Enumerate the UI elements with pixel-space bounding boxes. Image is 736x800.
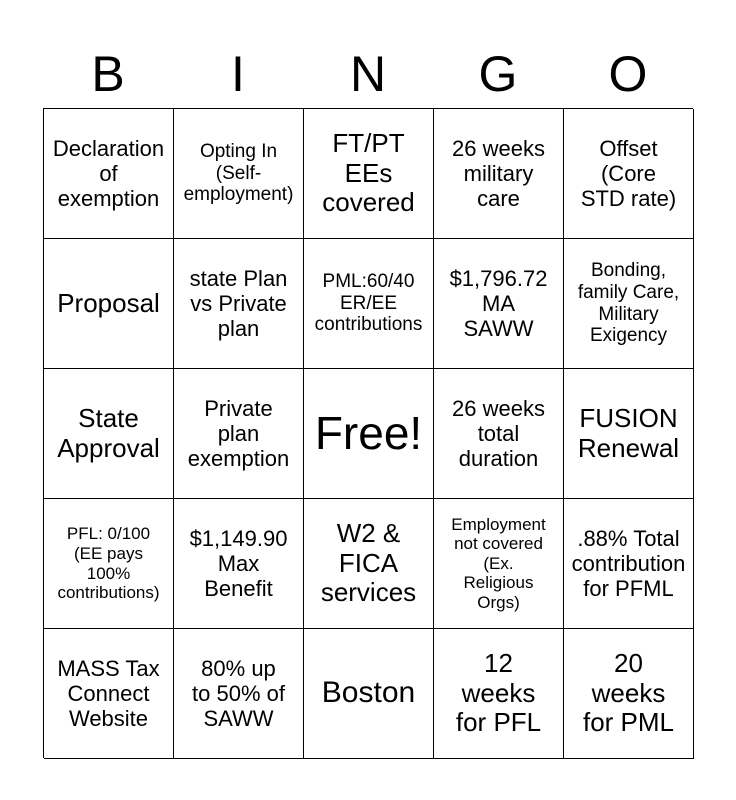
bingo-cell[interactable] bbox=[174, 109, 304, 239]
cell-text: PFL: 0/100 (EE pays 100% contributions) bbox=[57, 524, 160, 603]
header-letter-n: N bbox=[349, 46, 387, 102]
bingo-cell[interactable] bbox=[174, 629, 304, 759]
bingo-cell[interactable] bbox=[434, 239, 564, 369]
free-space-cell[interactable] bbox=[304, 369, 434, 499]
bingo-cell[interactable] bbox=[174, 369, 304, 499]
cell-text: 12 weeks for PFL bbox=[455, 647, 542, 738]
cell-text: state Plan vs Private plan bbox=[189, 265, 288, 342]
bingo-cell[interactable] bbox=[434, 629, 564, 759]
cell-text: Declaration of exemption bbox=[52, 135, 165, 212]
cell-text: State Approval bbox=[57, 402, 160, 463]
bingo-board bbox=[43, 108, 693, 758]
cell-text: MASS Tax Connect Website bbox=[57, 655, 160, 732]
bingo-cell[interactable] bbox=[174, 239, 304, 369]
header-letter-b: B bbox=[91, 46, 125, 102]
bingo-cell[interactable] bbox=[44, 369, 174, 499]
bingo-header bbox=[43, 40, 693, 108]
cell-text: 26 weeks total duration bbox=[452, 395, 545, 472]
cell-text: 26 weeks military care bbox=[452, 135, 545, 212]
bingo-cell[interactable] bbox=[44, 629, 174, 759]
bingo-cell[interactable] bbox=[564, 109, 694, 239]
bingo-cell[interactable] bbox=[304, 109, 434, 239]
cell-text: Boston bbox=[321, 676, 416, 710]
cell-text: $1,796.72 MA SAWW bbox=[449, 265, 548, 342]
cell-text: Bonding, family Care, Military Exigency bbox=[577, 259, 680, 347]
bingo-cell[interactable] bbox=[434, 499, 564, 629]
header-letter-o: O bbox=[608, 46, 648, 102]
bingo-cell[interactable] bbox=[304, 499, 434, 629]
cell-text: FT/PT EEs covered bbox=[322, 127, 415, 218]
bingo-cell[interactable] bbox=[304, 629, 434, 759]
cell-text: .88% Total contribution for PFML bbox=[571, 525, 686, 602]
bingo-cell[interactable] bbox=[434, 369, 564, 499]
cell-text: $1,149.90 Max Benefit bbox=[189, 525, 288, 602]
cell-text: FUSION Renewal bbox=[577, 402, 680, 463]
cell-text: PML:60/40 ER/EE contributions bbox=[314, 270, 423, 336]
bingo-cell[interactable] bbox=[44, 109, 174, 239]
bingo-cell[interactable] bbox=[564, 629, 694, 759]
bingo-cell[interactable] bbox=[564, 369, 694, 499]
bingo-cell[interactable] bbox=[174, 499, 304, 629]
cell-text: 20 weeks for PML bbox=[582, 647, 675, 738]
free-space-text: Free! bbox=[314, 407, 423, 460]
bingo-cell[interactable] bbox=[434, 109, 564, 239]
bingo-cell[interactable] bbox=[564, 499, 694, 629]
cell-text: Offset (Core STD rate) bbox=[580, 135, 677, 212]
bingo-cell[interactable] bbox=[44, 239, 174, 369]
header-letter-i: I bbox=[231, 46, 245, 102]
cell-text: Private plan exemption bbox=[187, 395, 290, 472]
bingo-cell[interactable] bbox=[304, 239, 434, 369]
cell-text: Proposal bbox=[57, 287, 160, 318]
cell-text: Employment not covered (Ex. Religious Orgs) bbox=[451, 514, 546, 612]
cell-text: 80% up to 50% of SAWW bbox=[192, 655, 285, 732]
header-letter-g: G bbox=[478, 46, 518, 102]
cell-text: Opting In (Self- employment) bbox=[183, 140, 294, 206]
bingo-cell[interactable] bbox=[564, 239, 694, 369]
cell-text: W2 & FICA services bbox=[320, 517, 417, 608]
bingo-cell[interactable] bbox=[44, 499, 174, 629]
